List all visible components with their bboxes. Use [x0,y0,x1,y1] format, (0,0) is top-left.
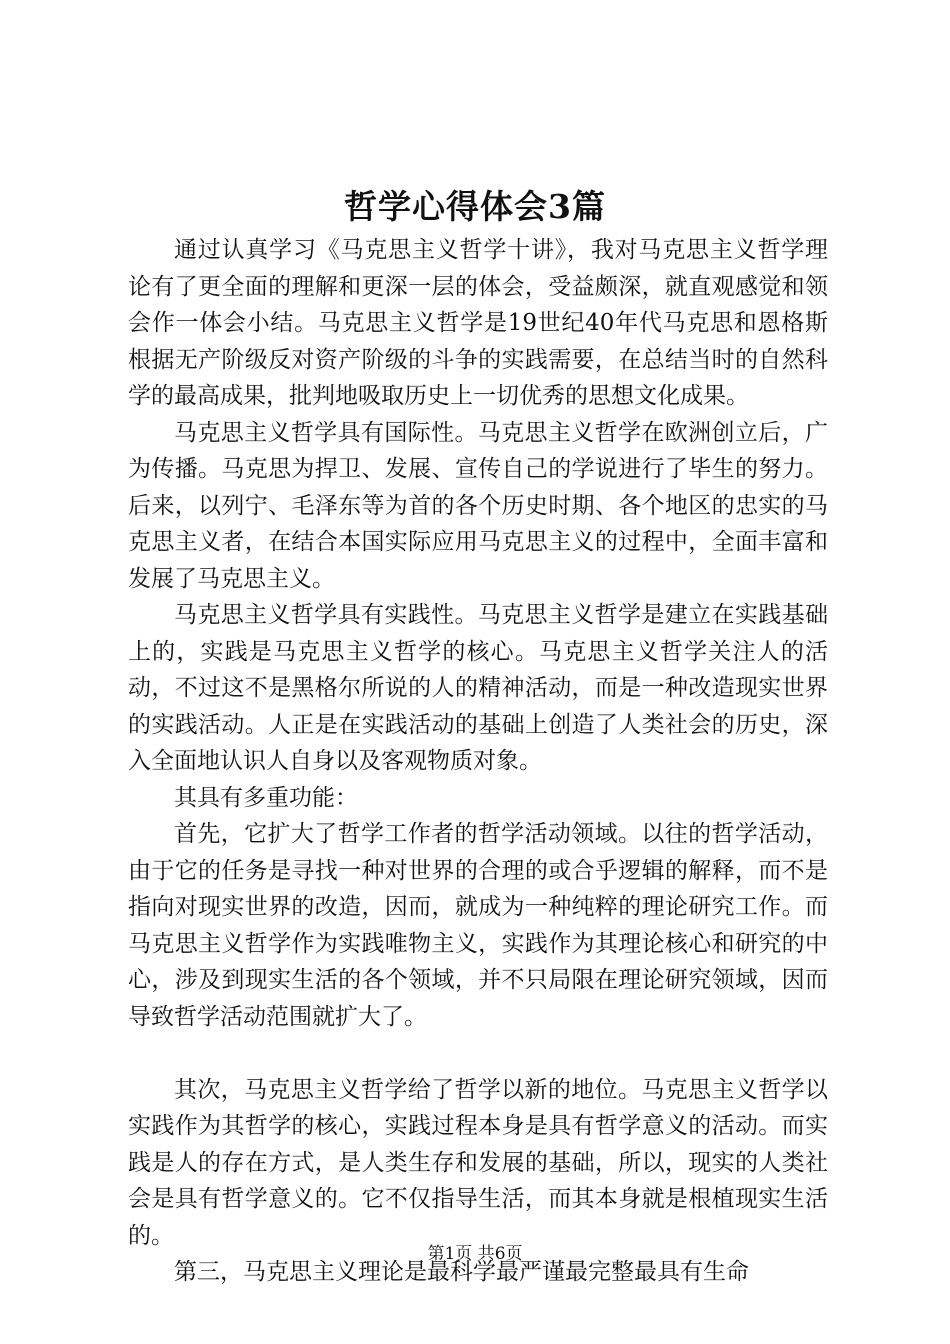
paragraph-intro: 通过认真学习《马克思主义哲学十讲》，我对马克思主义哲学理论有了更全面的理解和更深一层的体会，受益颇深，就直观感觉和领会作一体会小结。马克思主义哲学是19世纪40年代马克思和恩格斯根据无产阶级反对资产阶级的斗争的实践需要，在总结当时的自然科学的最高成果，批判地吸取历史上一切优秀的思想文化成果。 [128,237,828,409]
document-body [128,232,828,1291]
paragraph-functions-heading: 其具有多重功能： [174,784,358,811]
paragraph-first-function: 首先，它扩大了哲学工作者的哲学活动领域。以往的哲学活动，由于它的任务是寻找一种对世界的合理的或合乎逻辑的解释，而不是指向对现实世界的改造，因而，就成为一种纯粹的理论研究工作。而马克思主义哲学作为实践唯物主义，实践作为其理论核心和研究的中心，涉及到现实生活的各个领域，并不只局限在理论研究领域，因而导致哲学活动范围就扩大了。 [128,821,828,1030]
paragraph-second-function: 其次，马克思主义哲学给了哲学以新的地位。马克思主义哲学以实践作为其哲学的核心，实践过程本身是具有哲学意义的活动。而实践是人的存在方式，是人类生存和发展的基础，所以，现实的人类社会是具有哲学意义的。它不仅指导生活，而其本身就是根植现实生活的。 [128,1076,828,1249]
paragraph-third-function: 第三，马克思主义理论是最科学最严谨最完整最具有生命 [174,1259,749,1285]
document-title: 哲学心得体会3篇 [344,187,606,226]
paragraph-practicality: 马克思主义哲学具有实践性。马克思主义哲学是建立在实践基础上的，实践是马克思主义哲学的核心。马克思主义哲学关注人的活动，不过这不是黑格尔所说的人的精神活动，而是一种改造现实世界的实践活动。人正是在实践活动的基础上创造了人类社会的历史，深入全面地认识人自身以及客观物质对象。 [128,602,828,774]
page-footer: 第1页 共6页 [427,1244,523,1264]
paragraph-internationality: 马克思主义哲学具有国际性。马克思主义哲学在欧洲创立后，广为传播。马克思为捍卫、发展、宣传自己的学说进行了毕生的努力。后来，以列宁、毛泽东等为首的各个历史时期、各个地区的忠实的马克思主义者，在结合本国实际应用马克思主义的过程中，全面丰富和发展了马克思主义。 [128,419,828,592]
